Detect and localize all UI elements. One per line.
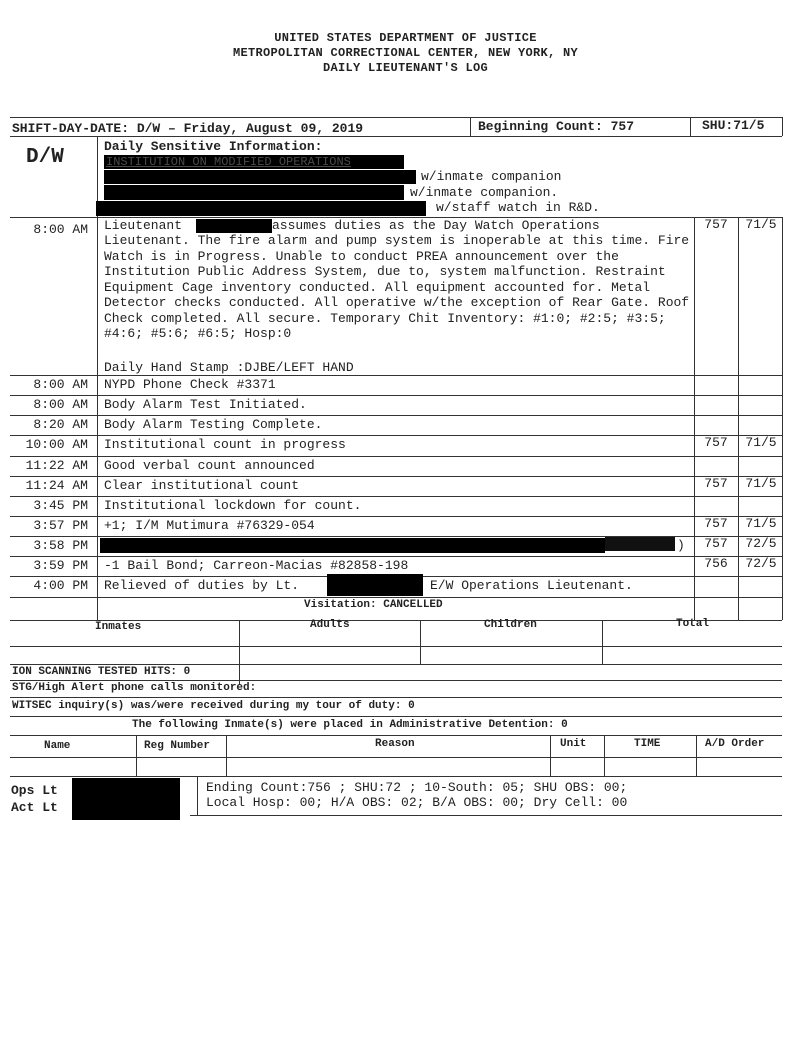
relieved-suffix: E/W Operations Lieutenant.	[430, 578, 633, 593]
row-border	[10, 415, 782, 416]
shift-code: D/W	[26, 146, 64, 169]
row-border	[10, 664, 782, 665]
divider	[136, 735, 137, 776]
entry-text: Body Alarm Test Initiated.	[104, 397, 307, 412]
redaction-block	[327, 574, 423, 596]
witsec-inquiries: WITSEC inquiry(s) was/were received during my tour of duty: 0	[12, 700, 415, 712]
row-border	[10, 375, 782, 376]
entry-shu: 71/5	[745, 476, 777, 491]
redaction-block	[72, 778, 180, 820]
entry-shu: 72/5	[745, 556, 777, 571]
shu-count: SHU:71/5	[702, 118, 765, 133]
ad-col-reason: Reason	[375, 738, 415, 750]
ad-col-unit: Unit	[560, 738, 587, 750]
entry-text: Clear institutional count	[104, 478, 300, 493]
entry-text: NYPD Phone Check #3371	[104, 377, 276, 392]
entry-text: Good verbal count announced	[104, 458, 315, 473]
redaction-block	[605, 537, 675, 551]
ending-count-line-2: Local Hosp: 00; H/A OBS: 02; B/A OBS: 00; Dry Cell: 00	[206, 795, 628, 810]
entry-text: Body Alarm Testing Complete.	[104, 417, 323, 432]
entry-time: 10:00 AM	[25, 437, 88, 452]
divider	[239, 620, 240, 685]
top-border	[10, 117, 782, 118]
entry-time: 8:00 AM	[33, 222, 88, 237]
row-border	[10, 435, 782, 436]
count-column-divider	[694, 217, 695, 620]
visitation-status: Visitation: CANCELLED	[304, 599, 443, 611]
redaction-block	[196, 219, 272, 233]
row-border	[10, 476, 782, 477]
shift-day-date: SHIFT-DAY-DATE: D/W – Friday, August 09, 2019	[12, 121, 364, 136]
agency-title: UNITED STATES DEPARTMENT OF JUSTICE	[274, 31, 537, 45]
first-entry-suffix: assumes duties as the Day Watch Operations	[272, 218, 600, 233]
entry-shu: 71/5	[745, 435, 777, 450]
ad-col-time: TIME	[634, 738, 661, 750]
entry-time: 11:24 AM	[25, 478, 88, 493]
row-border	[10, 496, 782, 497]
bottom-border	[190, 815, 782, 816]
sensitive-heading: INSTITUTION ON MODIFIED OPERATIONS	[106, 155, 351, 169]
entry-shu: 71/5	[745, 516, 777, 531]
entry-time: 3:57 PM	[33, 518, 88, 533]
first-entry-prefix: Lieutenant	[104, 218, 183, 233]
divider	[602, 620, 603, 665]
entry-count: 757	[704, 217, 728, 232]
entry-shu: 72/5	[745, 536, 777, 551]
first-entry-body: Lieutenant. The fire alarm and pump system is inoperable at this time. Fire Watch is in Progress. Unable to conduct PREA announcement over the Institution Public Address System, due to, system malfunction. Restraint Equipment Cage inventory conducted. All equipment accounted for. Metal Detector checks conducted. All operative w/the exception of Rear Gate. Roof Check completed. All secure. Temporary Chit Inventory: #1:0; #2:5; #3:5; #4:6; #5:6; #6:5; Hosp:0	[104, 233, 690, 341]
row-border	[10, 516, 782, 517]
divider	[197, 776, 198, 816]
sensitive-line-1: w/inmate companion	[421, 169, 562, 184]
entry-time: 3:58 PM	[33, 538, 88, 553]
divider	[420, 620, 421, 665]
divider	[604, 735, 605, 776]
sensitive-info-title: Daily Sensitive Information:	[104, 139, 323, 154]
sensitive-line-2: w/inmate companion.	[410, 185, 559, 200]
sensitive-line-3: w/staff watch in R&D.	[436, 200, 600, 215]
redaction-block	[104, 185, 404, 200]
ending-count-line: Ending Count:756 ; SHU:72 ; 10-South: 05; SHU OBS: 00;	[206, 780, 628, 795]
entry-time: 11:22 AM	[25, 458, 88, 473]
ion-scanning: ION SCANNING TESTED HITS: 0	[12, 666, 191, 678]
admin-detention-title: The following Inmate(s) were placed in Administrative Detention: 0	[132, 719, 568, 731]
act-lt-label: Act Lt	[11, 800, 58, 815]
relieved-prefix: Relieved of duties by Lt.	[104, 578, 300, 593]
entry-time: 8:00 AM	[33, 397, 88, 412]
log-title: DAILY LIEUTENANT'S LOG	[322, 61, 489, 75]
entry-count: 757	[704, 476, 728, 491]
ops-lt-label: Ops Lt	[11, 783, 58, 798]
entry-text: +1; I/M Mutimura #76329-054	[104, 518, 315, 533]
row-border	[10, 735, 782, 736]
visitation-col-inmates: Inmates	[95, 621, 142, 633]
entry-count: 757	[704, 435, 728, 450]
entry-count: 756	[704, 556, 728, 571]
row-border	[10, 697, 782, 698]
ad-col-name: Name	[44, 740, 71, 752]
row-border	[10, 456, 782, 457]
entry-text: Institutional count in progress	[104, 437, 346, 452]
visitation-col-children: Children	[484, 619, 537, 631]
row-border	[10, 646, 782, 647]
row-border	[10, 395, 782, 396]
divider	[690, 117, 691, 136]
row-border	[10, 776, 782, 777]
entry-time: 8:20 AM	[33, 417, 88, 432]
entry-count: 757	[704, 536, 728, 551]
row-border	[10, 597, 782, 598]
ad-col-reg-number: Reg Number	[144, 740, 211, 752]
shu-column-divider	[738, 217, 739, 620]
ad-col-ad-order: A/D Order	[705, 738, 765, 750]
redaction-block	[100, 538, 605, 553]
entry-text: Institutional lockdown for count.	[104, 498, 362, 513]
facility-title: METROPOLITAN CORRECTIONAL CENTER, NEW YORK, NY	[232, 46, 579, 60]
visitation-col-total: Total	[676, 618, 710, 630]
entry-shu: 71/5	[745, 217, 777, 232]
entry-time: 3:59 PM	[33, 558, 88, 573]
row-border	[10, 757, 782, 758]
entry-time: 3:45 PM	[33, 498, 88, 513]
visitation-col-adults: Adults	[310, 619, 350, 631]
redaction-block	[104, 170, 416, 184]
divider	[696, 735, 697, 776]
divider	[782, 117, 783, 136]
stg-calls: STG/High Alert phone calls monitored:	[12, 682, 257, 694]
row-border	[10, 716, 782, 717]
right-border	[782, 217, 783, 620]
hand-stamp: Daily Hand Stamp :DJBE/LEFT HAND	[104, 360, 354, 375]
divider	[470, 117, 471, 136]
row-border	[10, 680, 782, 681]
entry-count: 757	[704, 516, 728, 531]
beginning-count: Beginning Count: 757	[478, 119, 635, 134]
row-border	[10, 136, 782, 137]
redaction-block	[96, 201, 426, 216]
divider	[226, 735, 227, 776]
entry-text: )	[677, 538, 685, 553]
divider	[550, 735, 551, 776]
row-border	[10, 556, 782, 557]
entry-text: -1 Bail Bond; Carreon-Macias #82858-198	[104, 558, 409, 573]
entry-time: 4:00 PM	[33, 578, 88, 593]
entry-time: 8:00 AM	[33, 377, 88, 392]
